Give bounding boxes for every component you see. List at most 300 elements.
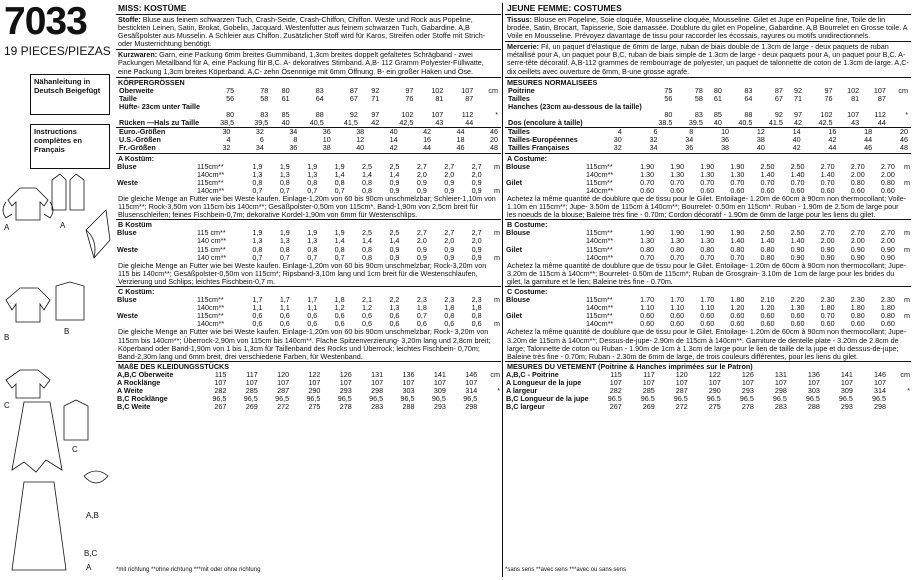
table-cell: 0.80	[880, 311, 895, 321]
table-cell: 18	[864, 127, 873, 137]
table-cell: Taille	[119, 93, 137, 103]
table-cell: 0,9	[389, 252, 400, 262]
table-cell: 96,5	[212, 394, 227, 404]
table-cell: m	[904, 295, 910, 305]
table-cell: 1.30	[640, 169, 655, 179]
table-cell: 140cm**	[197, 319, 225, 329]
pieces-count: 19 PIECES/PIEZAS	[4, 44, 111, 58]
blouse-a-drawing	[8, 188, 48, 220]
table-cell: 1.10	[670, 303, 685, 313]
vest-b-drawing	[56, 282, 84, 320]
table-cell: 0.80	[640, 244, 655, 254]
table-cell: Hanches (23cm au-dessous de la taille)	[508, 101, 642, 111]
table-cell: 267	[609, 402, 622, 412]
table-cell: 0,8	[362, 177, 373, 187]
table-cell: Gilet	[506, 177, 522, 187]
table-cell: 1.80	[820, 303, 835, 313]
table-cell: 0,7	[334, 185, 345, 195]
table-cell: 0,7	[307, 185, 318, 195]
table-cell: 80	[664, 110, 673, 120]
table-cell: 2.50	[790, 161, 805, 171]
table-cell: 288	[807, 402, 820, 412]
french-a-title: A Costume:	[507, 153, 548, 163]
table-cell: 112	[461, 110, 474, 120]
table-cell: 16	[828, 127, 837, 137]
table-cell: 0,9	[416, 252, 427, 262]
table-cell: 96.5	[706, 394, 721, 404]
table-cell: *	[495, 110, 498, 120]
garment-illustrations	[0, 170, 112, 580]
table-cell: 298	[774, 386, 787, 396]
table-cell: Weste	[117, 244, 139, 254]
table-cell: A largeur	[506, 386, 538, 396]
table-cell: 285	[245, 386, 258, 396]
table-cell: 43	[435, 118, 444, 128]
table-cell: 41.5	[768, 118, 783, 128]
french-fabrics: Tissus: Blouse en Popeline, Soie cloquée, Mousseline cloquée, Mousseline. Gilet et Jupe en Popeline fine, Toile de lin brodée, Satin, Brocart, Tapisserie, Soie damassée. Doublure du gilet en Popeline, Gabardine. A,B Bourrelet en Grosse toile. A Voile en Mousseline. Prévoyez davantage de tissu pour raccorder les écossais, rayures ou motifs unidirectionnels.	[505, 15, 911, 42]
table-cell: 303	[402, 386, 415, 396]
table-cell: 0,6	[444, 319, 455, 329]
table-cell: 0,8	[279, 177, 290, 187]
table-cell: 140cm**	[586, 303, 614, 313]
french-sizes-table	[505, 128, 911, 153]
table-cell: 136	[402, 369, 415, 379]
table-cell: 115cm**	[586, 228, 613, 238]
french-c-title: C Costume:	[507, 287, 548, 296]
table-cell: 75	[664, 85, 673, 95]
table-cell: 1.90	[670, 228, 685, 238]
table-cell: 0.60	[730, 319, 745, 329]
table-cell: 282	[609, 386, 622, 396]
table-cell: 275	[708, 402, 721, 412]
table-cell: m	[904, 177, 910, 187]
collar-drawing	[84, 471, 108, 483]
table-cell: 107	[433, 378, 446, 388]
table-cell: 1,8	[444, 303, 455, 313]
table-cell: cm	[900, 369, 910, 379]
table-cell: 141	[433, 369, 446, 379]
table-row	[116, 403, 501, 411]
table-cell: 0.80	[670, 244, 685, 254]
table-cell: 1.90	[700, 161, 715, 171]
table-cell: 0.60	[760, 311, 775, 321]
table-cell: 0,9	[471, 252, 482, 262]
table-cell: 1,9	[279, 161, 290, 171]
table-cell: 12	[756, 127, 765, 137]
table-cell: 102	[847, 85, 860, 95]
table-cell: 92	[349, 110, 358, 120]
table-cell: 44	[828, 143, 837, 153]
french-header: JEUNE FEMME: COSTUMES	[505, 3, 911, 15]
table-cell: 0,6	[279, 319, 290, 329]
table-cell: 4	[226, 135, 231, 145]
table-cell: 1,4	[389, 236, 400, 246]
table-cell: 38	[721, 143, 730, 153]
table-cell: Bluse	[117, 228, 137, 238]
table-cell: 2.70	[820, 161, 835, 171]
table-cell: 107	[807, 378, 820, 388]
table-cell: 1.90	[640, 161, 655, 171]
table-cell: 96,5	[400, 394, 415, 404]
table-cell: 8	[689, 127, 694, 137]
table-cell: 40	[713, 118, 722, 128]
table-cell: 314	[465, 386, 478, 396]
table-row	[118, 136, 499, 144]
table-cell: 32	[613, 143, 622, 153]
table-cell: m	[904, 244, 910, 254]
german-body-header: KÖRPERGRÖSSEN	[118, 77, 185, 87]
german-c-note: Die gleiche Menge an Futter wie bei Weste kaufen. Einlage-1,20m von 60 bis 90cm unschmelzbar; Rock- 3,20m von 115cm bis 140cm**; Überrock-2,90m von 115cm bis 140cm**. Flache Spitzenverzierung- 3,20m lang und 2,8cm breit; Köperband oder Band-1,90m von 1 bis 1,3cm für Taillenband des Rocks und Überrock; leichtes Fischbein- 0,70m; Band-2,30m lang und 6mm breit, drei verschiedene Farben, für Westenband.	[116, 328, 501, 361]
table-cell: 1.90	[730, 161, 745, 171]
table-cell: 41,5	[343, 118, 358, 128]
table-cell: 1,4	[334, 169, 345, 179]
table-cell: 131	[371, 369, 384, 379]
table-cell: 0,9	[389, 177, 400, 187]
table-cell: 122	[708, 369, 721, 379]
table-cell: 0.80	[760, 244, 775, 254]
table-cell: 0.70	[790, 177, 805, 187]
table-cell: 140 cm**	[197, 252, 227, 262]
table-cell: 0,9	[444, 252, 455, 262]
table-cell: 2,0	[471, 169, 482, 179]
table-cell: 126	[339, 369, 352, 379]
table-cell	[483, 171, 501, 179]
table-cell	[887, 95, 909, 103]
table-cell: 1.30	[700, 169, 715, 179]
table-cell: 30	[222, 127, 231, 137]
table-cell: 96,5	[463, 394, 478, 404]
table-cell: *	[497, 386, 500, 396]
table-cell	[474, 119, 499, 127]
table-cell: 293	[741, 386, 754, 396]
table-cell: 107	[339, 378, 352, 388]
table-cell: 96.5	[772, 394, 787, 404]
table-cell: 1.10	[640, 303, 655, 313]
table-cell: 2,7	[416, 228, 427, 238]
table-cell: 38	[756, 135, 765, 145]
table-cell: 140cm**	[586, 169, 614, 179]
table-cell: 85	[281, 110, 290, 120]
table-cell: 0.60	[730, 185, 745, 195]
table-cell: 0,8	[334, 177, 345, 187]
table-cell: 126	[741, 369, 754, 379]
table-cell: 97	[371, 110, 380, 120]
table-cell: Weste	[117, 177, 139, 187]
table-cell: 71	[793, 93, 802, 103]
table-cell: 0,8	[307, 244, 318, 254]
table-cell: 1.70	[700, 295, 715, 305]
table-cell: 107	[873, 85, 886, 95]
table-cell: B,C Longueur de la jupe	[506, 394, 589, 404]
table-cell: 298	[873, 402, 886, 412]
table-cell: 107	[675, 378, 688, 388]
table-cell: 140cm**	[586, 319, 614, 329]
table-cell: 1,2	[362, 303, 373, 313]
table-cell: 290	[308, 386, 321, 396]
table-cell: 285	[642, 386, 655, 396]
table-cell: 269	[642, 402, 655, 412]
table-cell: Tailles	[508, 93, 530, 103]
table-cell: 56	[226, 93, 235, 103]
table-cell: 0.60	[850, 185, 865, 195]
table-cell: 0,7	[252, 252, 263, 262]
table-cell: 0.90	[820, 244, 835, 254]
table-cell: 0.90	[850, 244, 865, 254]
table-cell: 0,8	[471, 311, 482, 321]
table-cell: 92	[774, 110, 783, 120]
french-instructions-box: Instructions complètes en Français	[30, 124, 110, 169]
table-cell: 0,7	[279, 252, 290, 262]
table-cell: m	[494, 185, 500, 195]
table-cell: 107	[371, 378, 384, 388]
table-cell: 140cm**	[586, 236, 614, 246]
table-cell: 87	[774, 85, 783, 95]
table-cell: 42	[792, 143, 801, 153]
table-cell: 1,3	[252, 236, 263, 246]
table-cell: 0,8	[252, 177, 263, 187]
table-cell: 43	[851, 118, 860, 128]
table-cell: 272	[277, 402, 290, 412]
table-cell: 2.70	[850, 228, 865, 238]
table-cell: 42	[828, 135, 837, 145]
table-cell: 1.70	[670, 295, 685, 305]
table-cell: 76	[824, 93, 833, 103]
table-cell: 0.90	[880, 252, 895, 262]
table-cell: 122	[308, 369, 321, 379]
german-a-title: A Kostüm:	[118, 153, 155, 163]
table-cell: 0.80	[880, 177, 895, 187]
table-cell: 80	[281, 85, 290, 95]
table-cell: 0,9	[389, 185, 400, 195]
table-cell: 2.70	[880, 228, 895, 238]
table-cell: 38	[356, 127, 365, 137]
table-cell: 1.10	[700, 303, 715, 313]
table-cell: Euro.-Größen	[119, 127, 166, 137]
table-cell	[474, 95, 499, 103]
table-cell: 96,5	[337, 394, 352, 404]
table-cell: 2.00	[820, 236, 835, 246]
table-cell: 81	[851, 93, 860, 103]
table-cell: 115	[214, 369, 227, 379]
table-cell: 75	[226, 85, 235, 95]
german-b-yardage	[116, 229, 501, 261]
table-cell: 2.70	[880, 161, 895, 171]
table-cell: 115	[610, 369, 622, 379]
table-cell: 96.5	[871, 394, 886, 404]
table-cell: 141	[840, 369, 853, 379]
pattern-number: 7033	[4, 0, 87, 43]
table-cell: Bluse	[117, 161, 137, 171]
table-cell: 4	[617, 127, 622, 137]
table-cell: 2,5	[362, 161, 373, 171]
table-cell: 0.70	[640, 252, 655, 262]
table-cell: 38.5	[658, 118, 673, 128]
french-footer: *sans sens **avec sens ***avec ou sans sens	[505, 567, 627, 573]
table-cell: 115 cm**	[197, 228, 226, 238]
table-cell: *	[907, 386, 910, 396]
table-cell: 115cm**	[197, 177, 224, 187]
table-cell: 0,8	[252, 244, 263, 254]
table-cell: 92	[371, 85, 380, 95]
table-cell: 283	[774, 402, 787, 412]
table-cell: 0.70	[640, 177, 655, 187]
table-cell: 58	[260, 93, 269, 103]
table-cell: 0.60	[790, 185, 805, 195]
table-cell: 34	[685, 135, 694, 145]
table-cell: 1,7	[279, 295, 290, 305]
table-cell: 87	[349, 85, 358, 95]
table-cell: 1,9	[307, 161, 318, 171]
table-cell: 67	[774, 93, 783, 103]
table-cell: 71	[371, 93, 380, 103]
table-cell: 1,7	[252, 295, 263, 305]
table-cell: 107	[277, 378, 290, 388]
table-cell: Blouse	[506, 295, 530, 305]
table-cell: 14	[792, 127, 801, 137]
table-cell: 107	[774, 378, 787, 388]
table-cell: 1,1	[252, 303, 263, 313]
table-cell: 140cm**	[197, 185, 225, 195]
table-cell: 267	[214, 402, 227, 412]
table-cell: 1,9	[334, 161, 345, 171]
german-b-title: B Kostüm	[118, 220, 152, 230]
table-cell: 40	[356, 143, 365, 153]
table-cell: 81	[435, 93, 444, 103]
table-cell: 107	[402, 378, 415, 388]
table-cell: 1,4	[389, 169, 400, 179]
french-notions: Mercerie: Fil, un paquet d'élastique de 6mm de large, ruban de biais double de 1.3cm de large - deux paquets de ruban métallisé pour A, un paquet pour B,C, ruban de biais simple de 1.3cm de large - deux paquets pour A, un paquet pour B,C. A- serre-tête décoratif. A,B-112 grammes de rembourrage de polyester, un paquet de talonnette de coton de 1.3cm de large. A,C-dix oeillets avec ouverture de 6mm, B-une grosse agrafe.	[505, 42, 911, 77]
label-b-vest: B	[64, 327, 70, 336]
table-cell: 0,6	[471, 319, 482, 329]
label-a-skirt: A	[86, 563, 92, 572]
german-column	[116, 3, 501, 577]
table-cell: B,C Weite	[117, 402, 151, 412]
table-cell: 1.20	[760, 303, 775, 313]
table-cell: 0,6	[279, 311, 290, 321]
label-c-vest: C	[72, 445, 78, 454]
table-cell: 0.60	[760, 319, 775, 329]
table-cell: 1.40	[730, 236, 745, 246]
table-cell: 30	[613, 135, 622, 145]
table-cell: 131	[774, 369, 787, 379]
table-cell: 1,1	[307, 303, 318, 313]
table-cell: 1.90	[670, 161, 685, 171]
table-cell: 32	[222, 143, 231, 153]
table-cell: 0,6	[307, 319, 318, 329]
table-cell: 67	[349, 93, 358, 103]
table-cell: 275	[308, 402, 321, 412]
table-cell: 1,9	[252, 161, 263, 171]
table-cell: 115 cm**	[197, 244, 226, 254]
table-cell: 0,8	[362, 252, 373, 262]
table-cell: 2.00	[850, 169, 865, 179]
table-cell: Tailles-Européennes	[508, 135, 578, 145]
table-cell: U.S.-Größen	[119, 135, 161, 145]
table-cell: 36	[721, 135, 730, 145]
table-cell: 0,7	[334, 252, 345, 262]
table-cell: 0.60	[700, 311, 715, 321]
table-cell: 0.70	[670, 252, 685, 262]
table-cell: 42	[793, 118, 802, 128]
table-cell: 40.5	[738, 118, 753, 128]
table-cell: 0,9	[416, 244, 427, 254]
french-finished-table	[505, 371, 911, 411]
table-cell: 1.20	[730, 303, 745, 313]
table-cell: 38	[322, 143, 331, 153]
table-cell: 48	[900, 143, 908, 153]
table-cell: 1.90	[730, 228, 745, 238]
table-cell: Tailles	[508, 127, 530, 137]
german-finished-header: MAßE DES KLEIDUNGSSTÜCKS	[118, 361, 230, 371]
table-cell: 97	[405, 85, 414, 95]
table-cell: 288	[402, 402, 415, 412]
table-cell: 107	[847, 110, 860, 120]
table-cell: 1.30	[640, 236, 655, 246]
table-cell: 0,9	[444, 177, 455, 187]
table-cell: 0.80	[850, 177, 865, 187]
table-cell: 16	[423, 135, 432, 145]
german-a-yardage	[116, 163, 501, 195]
skirt-c-drawing	[12, 402, 62, 472]
table-cell: 64	[744, 93, 753, 103]
table-cell: cm	[898, 85, 908, 95]
table-cell: 115cm**	[586, 177, 613, 187]
table-cell: 2,5	[389, 161, 400, 171]
table-cell: 287	[675, 386, 688, 396]
table-cell: 0,6	[252, 311, 263, 321]
table-cell: 44	[423, 143, 432, 153]
table-cell: 0,6	[362, 319, 373, 329]
table-cell: 0.60	[640, 311, 655, 321]
table-cell: 0,8	[362, 185, 373, 195]
table-cell: 1.90	[700, 228, 715, 238]
table-cell: 61	[713, 93, 722, 103]
table-cell: 1,3	[389, 303, 400, 313]
table-cell: 309	[840, 386, 853, 396]
table-cell: 2,7	[471, 228, 482, 238]
table-cell: 96.5	[739, 394, 754, 404]
table-cell: 2,3	[471, 295, 482, 305]
table-cell: 2.50	[760, 161, 775, 171]
table-cell: 107	[461, 85, 474, 95]
table-cell: 1,3	[307, 169, 318, 179]
table-cell: 0.60	[790, 319, 805, 329]
table-cell: 140 cm**	[197, 236, 227, 246]
table-cell: 107	[308, 378, 321, 388]
table-cell: 78	[694, 85, 703, 95]
table-cell: 2.30	[820, 295, 835, 305]
table-cell: 46	[864, 143, 873, 153]
table-cell: 0,6	[389, 311, 400, 321]
table-cell: 2.70	[850, 161, 865, 171]
table-cell: 136	[807, 369, 820, 379]
table-cell: 83	[315, 85, 324, 95]
table-cell: 83	[744, 85, 753, 95]
skirt-ab-drawing	[12, 482, 66, 570]
table-cell: 0,9	[416, 177, 427, 187]
table-cell: 115cm**	[586, 244, 613, 254]
table-cell: 1.80	[850, 303, 865, 313]
table-cell: 10	[721, 127, 730, 137]
table-cell: 0.80	[760, 252, 775, 262]
table-cell: B,C largeur	[506, 402, 545, 412]
table-cell: 40	[792, 135, 801, 145]
table-cell: 0,9	[416, 185, 427, 195]
table-cell: 0.60	[790, 311, 805, 321]
table-cell: 1.80	[880, 303, 895, 313]
table-cell: 2,0	[444, 236, 455, 246]
table-cell: 0.60	[670, 311, 685, 321]
